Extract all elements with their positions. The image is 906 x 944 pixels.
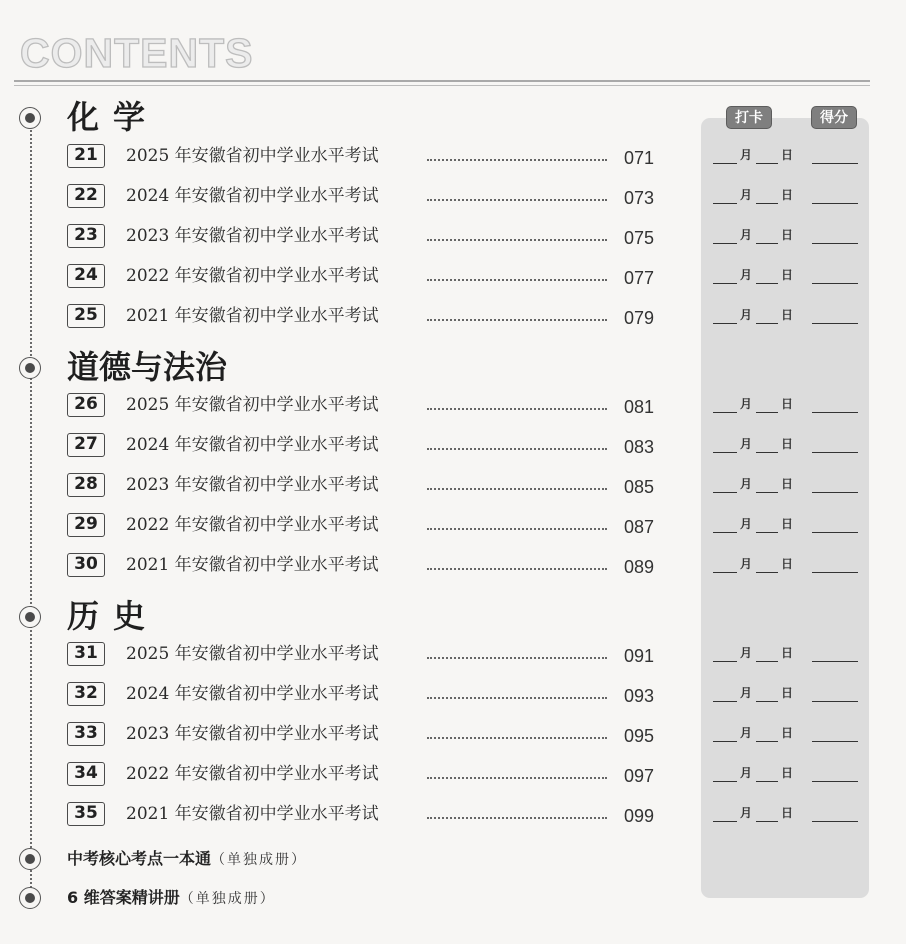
month-blank	[713, 492, 737, 493]
score-blank	[812, 701, 858, 702]
entry-title: 2022 年安徽省初中学业水平考试	[126, 764, 379, 784]
day-label: 日	[781, 477, 794, 491]
dot-leader	[427, 657, 607, 659]
toc-entry[interactable]	[0, 433, 906, 463]
month-label: 月	[740, 806, 753, 820]
dot-leader	[427, 697, 607, 699]
entry-title: 2025 年安徽省初中学业水平考试	[126, 146, 379, 166]
month-blank	[713, 701, 737, 702]
score-blank	[812, 532, 858, 533]
day-blank	[756, 661, 778, 662]
section-marker-ethics-law	[19, 357, 41, 379]
extra-note: （单独成册）	[179, 891, 276, 907]
dot-leader	[427, 408, 607, 410]
extra-title: 中考核心考点一本通	[67, 849, 212, 868]
month-blank	[713, 532, 737, 533]
entry-page-number: 083	[624, 437, 655, 457]
entry-number-badge: 31	[67, 642, 105, 666]
month-label: 月	[740, 557, 753, 571]
month-label: 月	[740, 308, 753, 322]
extra-item-core-points[interactable]	[67, 847, 307, 872]
score-blank	[812, 781, 858, 782]
day-label: 日	[781, 188, 794, 202]
contents-heading: CONTENTS	[20, 30, 254, 76]
check-in-tag: 打卡	[726, 106, 772, 129]
score-blank	[812, 821, 858, 822]
entry-title: 2022 年安徽省初中学业水平考试	[126, 515, 379, 535]
score-tag: 得分	[811, 106, 857, 129]
month-blank	[713, 572, 737, 573]
entry-number-badge: 21	[67, 144, 105, 168]
score-blank	[812, 323, 858, 324]
month-blank	[713, 323, 737, 324]
entry-number-badge: 26	[67, 393, 105, 417]
entry-title: 2025 年安徽省初中学业水平考试	[126, 395, 379, 415]
day-label: 日	[781, 397, 794, 411]
day-blank	[756, 572, 778, 573]
dot-leader	[427, 199, 607, 201]
dot-leader	[427, 319, 607, 321]
month-label: 月	[740, 686, 753, 700]
dot-leader	[427, 488, 607, 490]
entry-page-number: 087	[624, 517, 655, 537]
toc-entry[interactable]	[0, 393, 906, 423]
dot-leader	[427, 737, 607, 739]
score-blank	[812, 203, 858, 204]
day-blank	[756, 452, 778, 453]
score-blank	[812, 283, 858, 284]
day-blank	[756, 821, 778, 822]
day-label: 日	[781, 686, 794, 700]
toc-entry[interactable]	[0, 304, 906, 334]
month-blank	[713, 412, 737, 413]
day-label: 日	[781, 268, 794, 282]
month-label: 月	[740, 268, 753, 282]
entry-title: 2021 年安徽省初中学业水平考试	[126, 555, 379, 575]
dot-leader	[427, 568, 607, 570]
entry-page-number: 089	[624, 557, 655, 577]
entry-page-number: 077	[624, 268, 655, 288]
entry-title: 2023 年安徽省初中学业水平考试	[126, 226, 379, 246]
day-label: 日	[781, 557, 794, 571]
toc-entry[interactable]	[0, 682, 906, 712]
dot-leader	[427, 528, 607, 530]
toc-entry[interactable]	[0, 264, 906, 294]
entry-title: 2023 年安徽省初中学业水平考试	[126, 475, 379, 495]
month-label: 月	[740, 766, 753, 780]
day-blank	[756, 492, 778, 493]
dot-leader	[427, 777, 607, 779]
month-label: 月	[740, 517, 753, 531]
section-title-chemistry: 化学	[67, 98, 160, 136]
toc-entry[interactable]	[0, 642, 906, 672]
entry-page-number: 097	[624, 766, 655, 786]
month-blank	[713, 243, 737, 244]
section-title-history: 历史	[67, 597, 160, 635]
toc-entry[interactable]	[0, 224, 906, 254]
entry-number-badge: 27	[67, 433, 105, 457]
entry-title: 2022 年安徽省初中学业水平考试	[126, 266, 379, 286]
day-label: 日	[781, 228, 794, 242]
toc-entry[interactable]	[0, 722, 906, 752]
day-label: 日	[781, 148, 794, 162]
toc-entry[interactable]	[0, 513, 906, 543]
month-blank	[713, 821, 737, 822]
entry-title: 2024 年安徽省初中学业水平考试	[126, 684, 379, 704]
entry-page-number: 071	[624, 148, 655, 168]
day-label: 日	[781, 646, 794, 660]
extra-title: 6 维答案精讲册	[67, 888, 180, 907]
day-blank	[756, 203, 778, 204]
entry-page-number: 095	[624, 726, 655, 746]
entry-title: 2023 年安徽省初中学业水平考试	[126, 724, 379, 744]
entry-page-number: 081	[624, 397, 655, 417]
entry-number-badge: 29	[67, 513, 105, 537]
entry-page-number: 091	[624, 646, 655, 666]
month-label: 月	[740, 397, 753, 411]
month-label: 月	[740, 726, 753, 740]
entry-page-number: 073	[624, 188, 655, 208]
entry-number-badge: 24	[67, 264, 105, 288]
month-blank	[713, 741, 737, 742]
toc-entry[interactable]	[0, 473, 906, 503]
entry-page-number: 075	[624, 228, 655, 248]
score-blank	[812, 572, 858, 573]
day-blank	[756, 243, 778, 244]
entry-number-badge: 25	[67, 304, 105, 328]
day-blank	[756, 701, 778, 702]
day-blank	[756, 781, 778, 782]
toc-entry[interactable]	[0, 553, 906, 583]
month-blank	[713, 163, 737, 164]
entry-title: 2021 年安徽省初中学业水平考试	[126, 306, 379, 326]
entry-page-number: 085	[624, 477, 655, 497]
toc-entry[interactable]	[0, 184, 906, 214]
section-marker-history	[19, 606, 41, 628]
extra-marker-core-points	[19, 848, 41, 870]
score-blank	[812, 452, 858, 453]
score-blank	[812, 661, 858, 662]
month-label: 月	[740, 646, 753, 660]
entry-title: 2025 年安徽省初中学业水平考试	[126, 644, 379, 664]
score-blank	[812, 741, 858, 742]
entry-page-number: 079	[624, 308, 655, 328]
entry-number-badge: 30	[67, 553, 105, 577]
entry-page-number: 093	[624, 686, 655, 706]
dot-leader	[427, 279, 607, 281]
day-blank	[756, 163, 778, 164]
toc-entry[interactable]	[0, 762, 906, 792]
day-blank	[756, 323, 778, 324]
month-blank	[713, 203, 737, 204]
toc-entry[interactable]	[0, 144, 906, 174]
day-label: 日	[781, 806, 794, 820]
month-label: 月	[740, 228, 753, 242]
score-blank	[812, 243, 858, 244]
score-blank	[812, 163, 858, 164]
entry-page-number: 099	[624, 806, 655, 826]
entry-number-badge: 35	[67, 802, 105, 826]
entry-number-badge: 28	[67, 473, 105, 497]
day-blank	[756, 532, 778, 533]
extra-item-answer-book[interactable]	[67, 886, 276, 911]
month-label: 月	[740, 437, 753, 451]
day-blank	[756, 283, 778, 284]
dot-leader	[427, 817, 607, 819]
entry-title: 2021 年安徽省初中学业水平考试	[126, 804, 379, 824]
dot-leader	[427, 159, 607, 161]
day-label: 日	[781, 766, 794, 780]
entry-number-badge: 32	[67, 682, 105, 706]
day-label: 日	[781, 726, 794, 740]
score-blank	[812, 492, 858, 493]
month-blank	[713, 283, 737, 284]
day-blank	[756, 741, 778, 742]
month-label: 月	[740, 477, 753, 491]
extra-note: （单独成册）	[211, 852, 308, 868]
toc-entry[interactable]	[0, 802, 906, 832]
header-rule-thin	[14, 85, 870, 86]
day-label: 日	[781, 437, 794, 451]
day-label: 日	[781, 517, 794, 531]
month-blank	[713, 661, 737, 662]
day-label: 日	[781, 308, 794, 322]
entry-number-badge: 23	[67, 224, 105, 248]
month-blank	[713, 452, 737, 453]
month-label: 月	[740, 188, 753, 202]
dot-leader	[427, 448, 607, 450]
section-title-ethics-law: 道德与法治	[67, 348, 228, 386]
header-rule	[14, 80, 870, 82]
score-blank	[812, 412, 858, 413]
dot-leader	[427, 239, 607, 241]
entry-number-badge: 22	[67, 184, 105, 208]
extra-marker-answer-book	[19, 887, 41, 909]
entry-title: 2024 年安徽省初中学业水平考试	[126, 435, 379, 455]
month-blank	[713, 781, 737, 782]
entry-title: 2024 年安徽省初中学业水平考试	[126, 186, 379, 206]
entry-number-badge: 34	[67, 762, 105, 786]
month-label: 月	[740, 148, 753, 162]
section-marker-chemistry	[19, 107, 41, 129]
day-blank	[756, 412, 778, 413]
entry-number-badge: 33	[67, 722, 105, 746]
